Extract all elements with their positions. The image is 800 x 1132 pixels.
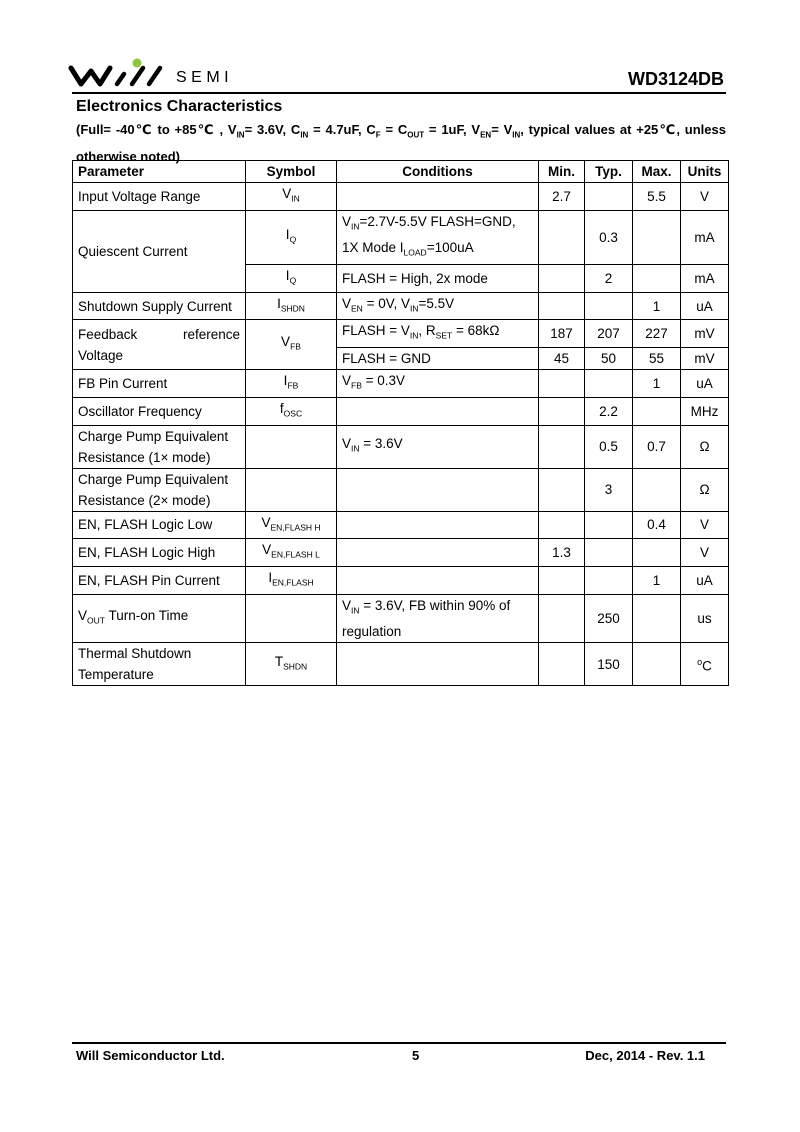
conditions-cell: $V_{IN} = 3.6V$, FB within 90% of regulation	[337, 594, 539, 643]
header-rule	[72, 92, 726, 94]
max-cell	[633, 539, 681, 567]
table-row	[73, 468, 729, 511]
min-cell	[539, 397, 585, 425]
unit-cell: us	[681, 594, 729, 643]
typ-cell	[585, 292, 633, 320]
brand-semi-text: SEMI	[176, 69, 234, 86]
table-row	[73, 210, 729, 264]
min-cell	[539, 425, 585, 468]
min-cell	[539, 292, 585, 320]
test-conditions: (Full= -40℃ to +85℃ , $V_{IN}= 3.6V$, $C_{IN} = 4.7uF$, $C_F = C_{OUT} = 1uF$, $V_{EN}= V_{IN}$, typical values at +25℃, unless otherwise noted)	[76, 122, 726, 164]
logo-l1-mark	[132, 68, 143, 84]
max-cell: 5.5	[633, 183, 681, 211]
conditions-cell	[337, 643, 539, 686]
part-number: WD3124DB	[627, 69, 724, 89]
symbol-cell: $I_{FB}$	[246, 370, 337, 398]
typ-cell: 0.5	[585, 425, 633, 468]
max-cell	[633, 643, 681, 686]
typ-cell: 0.3	[585, 210, 633, 264]
max-cell: 227	[633, 320, 681, 348]
max-cell	[633, 210, 681, 264]
table-row	[73, 594, 729, 643]
max-cell: 1	[633, 566, 681, 594]
param-cell: Charge Pump Equivalent Resistance (2× mode)	[73, 468, 246, 511]
typ-cell: 250	[585, 594, 633, 643]
typ-cell	[585, 370, 633, 398]
unit-cell: mV	[681, 348, 729, 370]
symbol-cell	[246, 425, 337, 468]
param-cell: Shutdown Supply Current	[73, 292, 246, 320]
unit-cell: mA	[681, 210, 729, 264]
symbol-cell: $V_{FB}$	[246, 320, 337, 370]
unit-cell: Ω	[681, 425, 729, 468]
symbol-cell: $T_{SHDN}$	[246, 643, 337, 686]
unit-cell: $^o$C	[681, 643, 729, 686]
typ-cell	[585, 511, 633, 539]
typ-cell: 150	[585, 643, 633, 686]
param-cell: Feedback reference Voltage	[73, 320, 246, 370]
table-row	[73, 511, 729, 539]
symbol-cell	[246, 594, 337, 643]
conditions-cell: $V_{IN}=2.7V-5.5V$ FLASH=GND, 1X Mode $I_{LOAD}=100uA$	[337, 210, 539, 264]
logo-l2-mark	[149, 68, 160, 84]
unit-cell: Ω	[681, 468, 729, 511]
table-row	[73, 566, 729, 594]
min-cell	[539, 370, 585, 398]
unit-cell: V	[681, 539, 729, 567]
typ-cell: 3	[585, 468, 633, 511]
typ-cell	[585, 566, 633, 594]
symbol-cell: $I_Q$	[246, 265, 337, 293]
conditions-cell: $V_{FB} = 0.3V$	[337, 370, 539, 398]
unit-cell: mA	[681, 265, 729, 293]
max-cell: 0.7	[633, 425, 681, 468]
table-row	[73, 183, 729, 211]
max-cell	[633, 468, 681, 511]
conditions-cell: FLASH = High, 2x mode	[337, 265, 539, 293]
unit-cell: uA	[681, 566, 729, 594]
max-cell	[633, 397, 681, 425]
max-cell: 55	[633, 348, 681, 370]
min-cell: 45	[539, 348, 585, 370]
param-cell: Charge Pump Equivalent Resistance (1× mode)	[73, 425, 246, 468]
symbol-cell: $I_Q$	[246, 210, 337, 264]
typ-cell	[585, 183, 633, 211]
table-row	[73, 370, 729, 398]
table-row	[73, 643, 729, 686]
table-row	[73, 397, 729, 425]
typ-cell: 2.2	[585, 397, 633, 425]
table-header-row	[73, 161, 729, 183]
min-cell	[539, 566, 585, 594]
min-cell: 187	[539, 320, 585, 348]
param-cell: Quiescent Current	[73, 210, 246, 292]
col-header-typ: Typ.	[585, 161, 633, 183]
typ-cell: 2	[585, 265, 633, 293]
table-row	[73, 539, 729, 567]
conditions-cell	[337, 539, 539, 567]
param-cell: EN, FLASH Logic Low	[73, 511, 246, 539]
table-row	[73, 425, 729, 468]
footer-date-revision: Dec, 2014 - Rev. 1.1	[585, 1048, 705, 1063]
min-cell	[539, 643, 585, 686]
min-cell	[539, 265, 585, 293]
footer-company: Will Semiconductor Ltd.	[76, 1048, 225, 1063]
logo-w-mark	[71, 68, 110, 84]
param-cell: Oscillator Frequency	[73, 397, 246, 425]
unit-cell: mV	[681, 320, 729, 348]
footer-rule	[72, 1042, 726, 1044]
col-header-symbol: Symbol	[246, 161, 337, 183]
logo-green-dot	[133, 59, 142, 68]
min-cell: 1.3	[539, 539, 585, 567]
param-cell: Thermal Shutdown Temperature	[73, 643, 246, 686]
col-header-parameter: Parameter	[73, 161, 246, 183]
logo-i-mark	[117, 74, 124, 84]
typ-cell: 207	[585, 320, 633, 348]
max-cell	[633, 594, 681, 643]
symbol-cell: $f_{OSC}$	[246, 397, 337, 425]
min-cell	[539, 468, 585, 511]
conditions-cell: FLASH = $V_{IN}$, $R_{SET} = 68k\Omega$	[337, 320, 539, 348]
unit-cell: MHz	[681, 397, 729, 425]
col-header-min: Min.	[539, 161, 585, 183]
max-cell	[633, 265, 681, 293]
param-cell: EN, FLASH Pin Current	[73, 566, 246, 594]
col-header-units: Units	[681, 161, 729, 183]
conditions-cell	[337, 468, 539, 511]
param-cell: $V_{OUT}$ Turn-on Time	[73, 594, 246, 643]
conditions-cell: $V_{EN} = 0V$, $V_{IN}=5.5V$	[337, 292, 539, 320]
symbol-cell: $V_{IN}$	[246, 183, 337, 211]
symbol-cell	[246, 468, 337, 511]
typ-cell	[585, 539, 633, 567]
footer-page-number: 5	[412, 1048, 420, 1063]
col-header-conditions: Conditions	[337, 161, 539, 183]
table-row	[73, 320, 729, 348]
conditions-cell	[337, 566, 539, 594]
typ-cell: 50	[585, 348, 633, 370]
param-cell: FB Pin Current	[73, 370, 246, 398]
col-header-max: Max.	[633, 161, 681, 183]
section-title: Electronics Characteristics	[76, 98, 283, 115]
symbol-cell: $V_{EN,FLASH L}$	[246, 539, 337, 567]
min-cell	[539, 511, 585, 539]
unit-cell: uA	[681, 292, 729, 320]
electrical-characteristics-table	[72, 160, 729, 686]
table-row	[73, 292, 729, 320]
min-cell	[539, 594, 585, 643]
min-cell	[539, 210, 585, 264]
max-cell: 1	[633, 292, 681, 320]
symbol-cell: $I_{EN,FLASH}$	[246, 566, 337, 594]
conditions-cell	[337, 183, 539, 211]
min-cell: 2.7	[539, 183, 585, 211]
max-cell: 0.4	[633, 511, 681, 539]
unit-cell: V	[681, 183, 729, 211]
max-cell: 1	[633, 370, 681, 398]
unit-cell: uA	[681, 370, 729, 398]
conditions-cell	[337, 511, 539, 539]
conditions-cell: FLASH = GND	[337, 348, 539, 370]
param-cell: EN, FLASH Logic High	[73, 539, 246, 567]
symbol-cell: $V_{EN,FLASH H}$	[246, 511, 337, 539]
symbol-cell: $I_{SHDN}$	[246, 292, 337, 320]
conditions-cell: $V_{IN} = 3.6V$	[337, 425, 539, 468]
unit-cell: V	[681, 511, 729, 539]
param-cell: Input Voltage Range	[73, 183, 246, 211]
conditions-cell	[337, 397, 539, 425]
